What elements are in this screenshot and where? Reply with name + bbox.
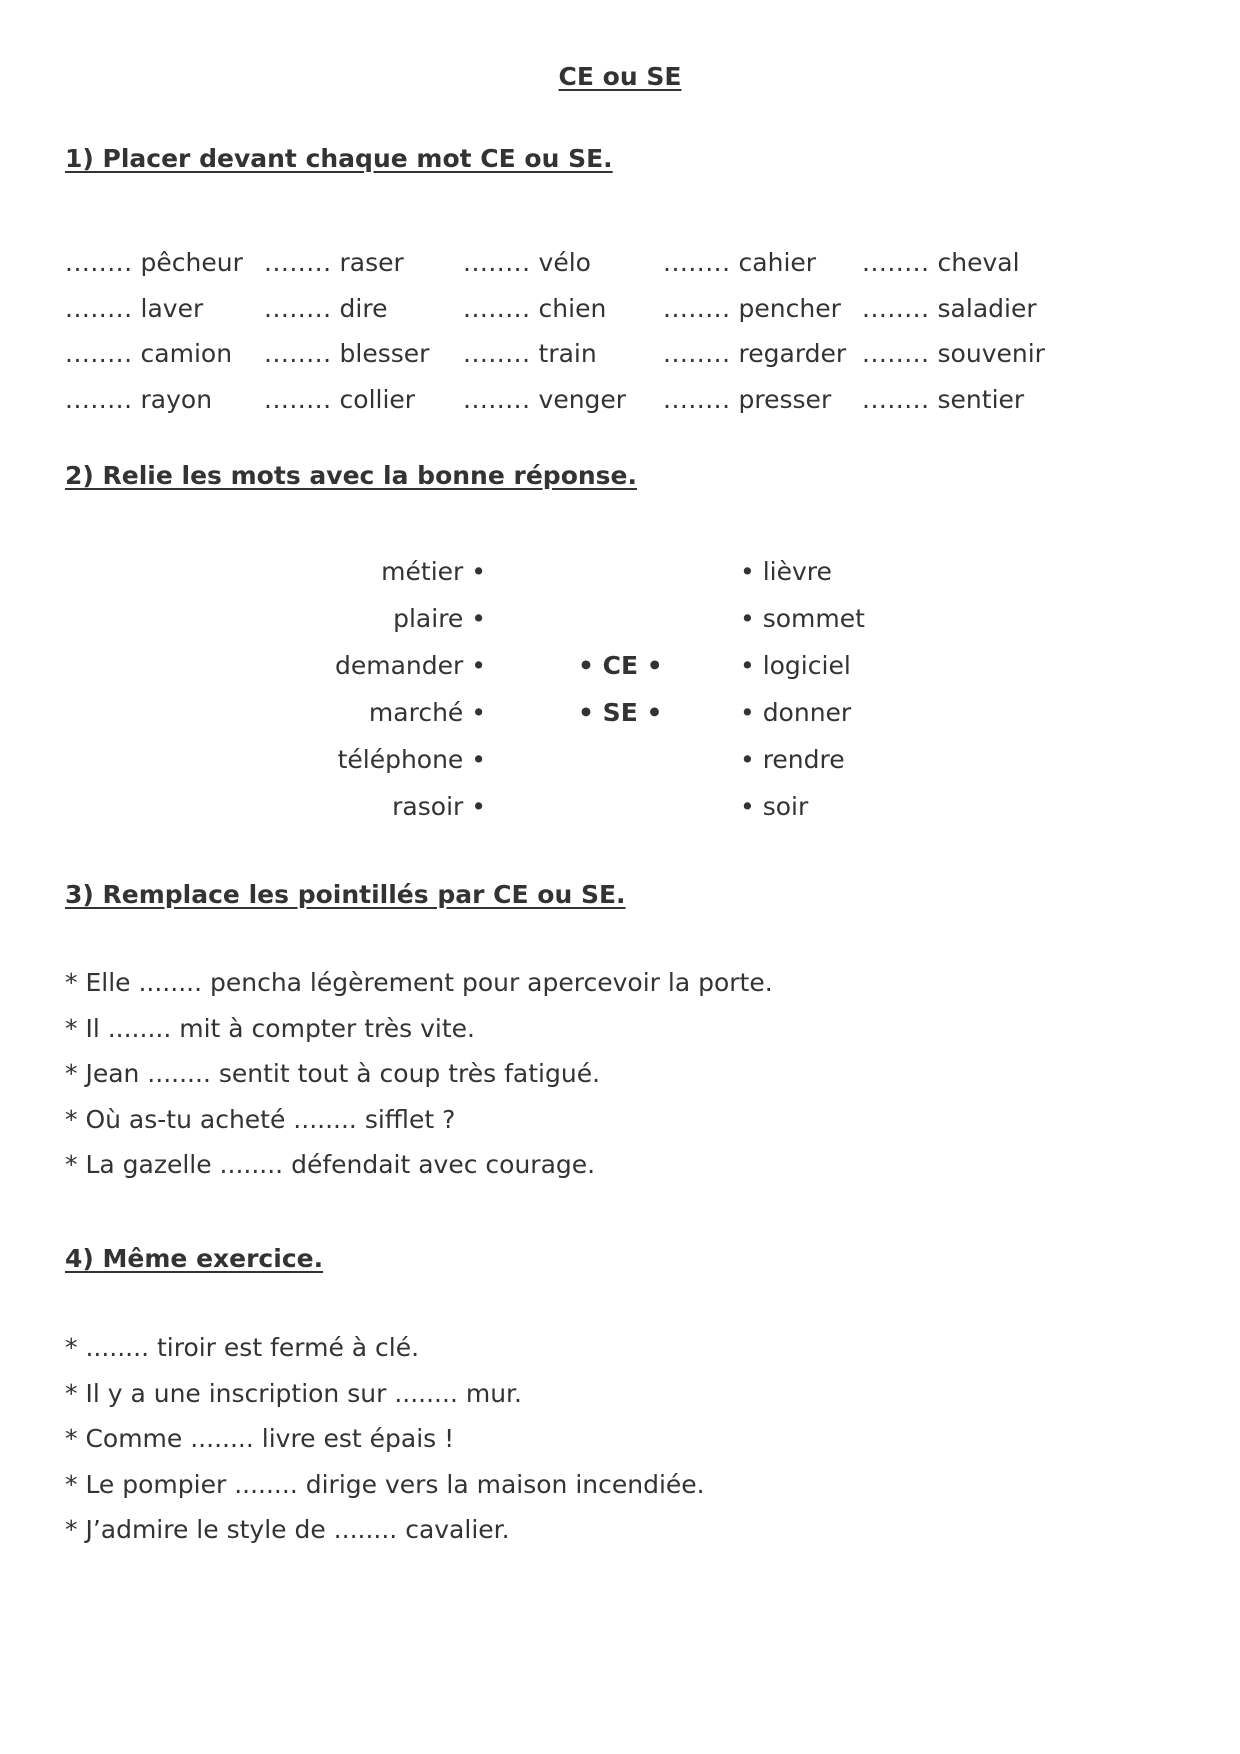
blank-dots: ........	[862, 384, 930, 414]
word: regarder	[738, 339, 847, 368]
word-blank-cell	[65, 248, 243, 277]
word: saladier	[937, 293, 1037, 323]
match-row	[0, 745, 1240, 785]
blank-dots: ........	[463, 384, 531, 414]
blank-dots: ........	[264, 339, 332, 368]
word-blank-cell	[862, 294, 1037, 323]
blank-dots: ........	[663, 293, 731, 323]
match-row	[0, 604, 1240, 644]
word: dire	[339, 293, 388, 323]
match-left-word: rasoir •	[392, 792, 486, 821]
sentence: * Où as-tu acheté ........ sifflet ?	[65, 1104, 456, 1134]
word: collier	[339, 384, 416, 414]
section2-heading: 2) Relie les mots avec la bonne réponse.	[65, 461, 637, 490]
blank-dots: ........	[65, 248, 133, 277]
sentence: * Il ........ mit à compter très vite.	[65, 1013, 475, 1043]
sentence: * Elle ........ pencha légèrement pour apercevoir la porte.	[65, 968, 773, 997]
section1-heading: 1) Placer devant chaque mot CE ou SE.	[65, 144, 613, 173]
word-blank-cell	[663, 385, 831, 414]
word: raser	[339, 248, 404, 277]
match-row	[0, 557, 1240, 597]
word-blank-cell	[463, 294, 606, 323]
match-right-word: • soir	[740, 792, 809, 821]
blank-dots: ........	[663, 248, 731, 277]
match-left-word: métier •	[381, 557, 486, 586]
section4-heading: 4) Même exercice.	[65, 1244, 324, 1273]
word: chien	[538, 293, 607, 323]
word: cheval	[937, 248, 1020, 277]
blank-dots: ........	[463, 248, 531, 277]
match-left-word: plaire •	[393, 604, 486, 633]
blank-dots: ........	[264, 248, 332, 277]
word: presser	[738, 384, 832, 414]
word: rayon	[140, 384, 213, 414]
blank-dots: ........	[65, 384, 133, 414]
match-right-word: • logiciel	[740, 651, 851, 680]
match-left-word: téléphone •	[337, 745, 486, 774]
word-blank-cell	[65, 294, 203, 323]
word: pencher	[738, 293, 841, 323]
word: souvenir	[937, 339, 1045, 368]
match-right-word: • rendre	[740, 745, 845, 774]
word-blank-cell	[463, 339, 597, 368]
word-blank-cell	[264, 294, 387, 323]
match-row	[0, 792, 1240, 832]
page-title: CE ou SE	[558, 62, 682, 91]
word: blesser	[339, 339, 430, 368]
match-right-word: • lièvre	[740, 557, 832, 586]
word: laver	[140, 293, 204, 323]
blank-dots: ........	[65, 339, 133, 368]
match-right-word: • sommet	[740, 604, 865, 633]
sentence: * Le pompier ........ dirige vers la maison incendiée.	[65, 1469, 705, 1499]
word-blank-cell	[862, 339, 1045, 368]
section3-heading: 3) Remplace les pointillés par CE ou SE.	[65, 880, 626, 909]
blank-dots: ........	[862, 339, 930, 368]
word: camion	[140, 339, 233, 368]
word: cahier	[738, 248, 817, 277]
word: train	[538, 339, 597, 368]
word-blank-cell	[65, 385, 212, 414]
blank-dots: ........	[65, 293, 133, 323]
word: venger	[538, 384, 627, 414]
word-blank-cell	[65, 339, 232, 368]
word-blank-cell	[663, 248, 816, 277]
sentence: * Il y a une inscription sur ........ mur.	[65, 1378, 522, 1408]
blank-dots: ........	[663, 339, 731, 368]
word-blank-cell	[463, 385, 626, 414]
match-answer-option: • SE •	[578, 698, 663, 727]
sentence: * La gazelle ........ défendait avec courage.	[65, 1150, 596, 1180]
blank-dots: ........	[463, 339, 531, 368]
word-blank-cell	[663, 294, 841, 323]
match-left-word: marché •	[368, 698, 486, 727]
word-blank-cell	[264, 385, 415, 414]
section3-sentences	[65, 968, 773, 1196]
match-row	[0, 651, 1240, 691]
sentence: * Comme ........ livre est épais !	[65, 1424, 455, 1454]
blank-dots: ........	[862, 248, 930, 277]
sentence: * J’admire le style de ........ cavalier.	[65, 1515, 510, 1545]
blank-dots: ........	[264, 293, 332, 323]
sentence: * ........ tiroir est fermé à clé.	[65, 1333, 420, 1362]
word: sentier	[937, 384, 1025, 414]
word-blank-cell	[862, 248, 1020, 277]
match-answer-option: • CE •	[578, 651, 663, 680]
match-left-word: demander •	[335, 651, 486, 680]
match-right-word: • donner	[740, 698, 852, 727]
word: pêcheur	[140, 248, 243, 277]
blank-dots: ........	[663, 384, 731, 414]
word-blank-cell	[264, 248, 404, 277]
word-blank-cell	[264, 339, 429, 368]
word-blank-cell	[663, 339, 846, 368]
word: vélo	[538, 248, 591, 277]
blank-dots: ........	[862, 293, 930, 323]
sentence: * Jean ........ sentit tout à coup très fatigué.	[65, 1059, 601, 1089]
word-blank-cell	[463, 248, 591, 277]
blank-dots: ........	[463, 293, 531, 323]
blank-dots: ........	[264, 384, 332, 414]
word-blank-cell	[862, 385, 1024, 414]
match-row	[0, 698, 1240, 738]
section4-sentences	[65, 1333, 705, 1561]
